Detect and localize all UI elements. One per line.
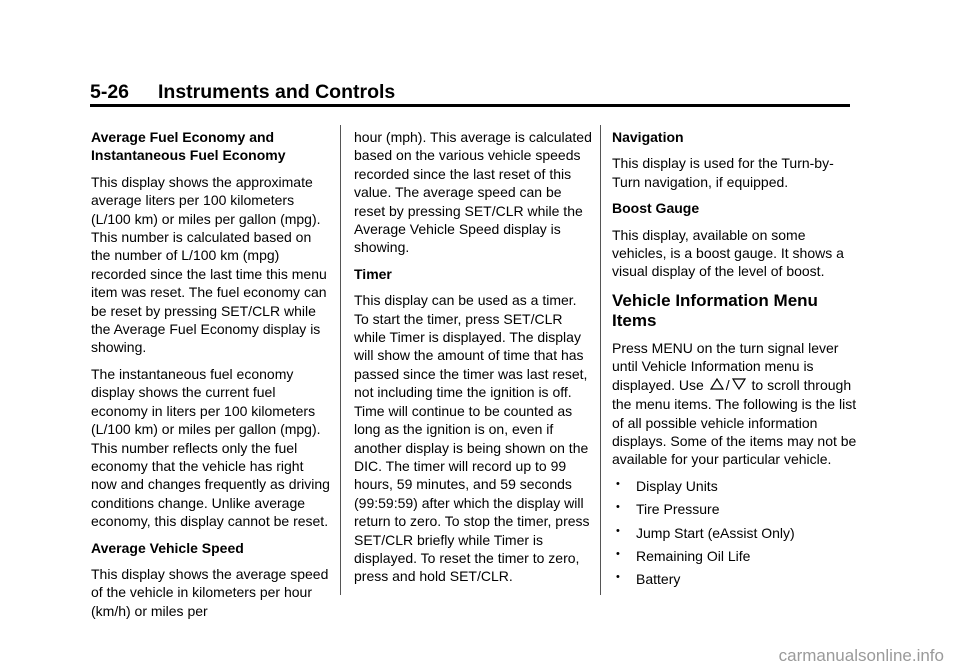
bullet-icon: • bbox=[616, 501, 620, 514]
subsection-title: Vehicle Information Menu Items bbox=[612, 290, 818, 330]
instruction-separator: / bbox=[725, 376, 730, 393]
list-item bbox=[612, 547, 857, 565]
paragraph: This display shows the approximate average liters per 100 kilometers (L/100 km) or miles per gallon (mpg). This number is calculated based on the number of L/100 km (mpg) recorded since the last time this menu item was reset. The fuel economy can be reset by pressing SET/CLR while the Average Fuel Economy display is showing. bbox=[91, 173, 327, 356]
heading-navigation: Navigation bbox=[612, 129, 684, 145]
bullet-icon: • bbox=[616, 548, 620, 560]
bullet-icon: • bbox=[616, 477, 620, 490]
page-number: 5-26 bbox=[90, 81, 130, 103]
paragraph: This display can be used as a timer. To start the timer, press SET/CLR while Timer is displayed. The display will show the amount of time that has passed since the timer was last reset, not including time the ignition is off. Time will continue to be counted as long as the ignition is on, even if another display is being shown on the DIC. The timer will record up to 99 hours, 59 minutes, and 59 seconds (99:59:59) after which the display will return to zero. To stop the timer, press SET/CLR briefly while Timer is displayed. To reset the timer to zero, press and hold SET/CLR. bbox=[354, 292, 590, 585]
column-1 bbox=[91, 128, 331, 628]
list-item bbox=[612, 477, 857, 495]
list-item-label: Battery bbox=[636, 571, 681, 588]
paragraph-menu-instructions bbox=[612, 339, 857, 469]
column-2 bbox=[354, 128, 594, 594]
scroll-down-arrow-icon bbox=[732, 377, 746, 395]
list-item-label: Tire Pressure bbox=[636, 501, 720, 518]
instruction-text-start: Press MENU on the turn signal lever until Vehicle Information menu is displayed. Use bbox=[612, 339, 839, 393]
scroll-up-arrow-icon bbox=[710, 377, 724, 395]
list-item-label: Jump Start (eAssist Only) bbox=[636, 524, 795, 541]
column-divider bbox=[600, 125, 601, 595]
paragraph: This display, available on some vehicles, is a boost gauge. It shows a visual display of the level of boost. bbox=[612, 226, 844, 280]
vehicle-info-list bbox=[612, 477, 857, 589]
paragraph: The instantaneous fuel economy display shows the current fuel economy in liters per 100 kilometers (L/100 km) or miles per gallon (mpg). This number reflects only the fuel economy that the vehicle has right now and changes frequently as driving conditions change. Unlike average economy, this display cannot be reset. bbox=[91, 365, 330, 530]
page-header bbox=[90, 81, 850, 107]
list-item-label: Remaining Oil Life bbox=[636, 548, 751, 564]
section-title: Instruments and Controls bbox=[158, 81, 396, 103]
heading-average-vehicle-speed: Average Vehicle Speed bbox=[91, 539, 244, 556]
column-divider bbox=[340, 125, 341, 595]
heading-timer: Timer bbox=[354, 265, 392, 282]
watermark: carmanualsonline.info bbox=[778, 646, 944, 665]
column-3 bbox=[612, 128, 857, 594]
paragraph: hour (mph). This average is calculated based on the various vehicle speeds recorded since the last reset of this value. The average speed can be reset by pressing SET/CLR while the Average Vehicle Speed display is showing. bbox=[354, 129, 592, 256]
bullet-icon: • bbox=[616, 571, 620, 584]
list-item bbox=[612, 500, 857, 518]
bullet-icon: • bbox=[616, 524, 620, 537]
instruction-text-end: to scroll through the menu items. The following is the list of all possible vehicle information displays. Some of the items may not be available for your particular vehicle. bbox=[612, 376, 857, 468]
heading-boost-gauge: Boost Gauge bbox=[612, 200, 700, 217]
paragraph: This display shows the average speed of the vehicle in kilometers per hour (km/h) or miles per bbox=[91, 565, 329, 619]
list-item bbox=[612, 570, 857, 588]
paragraph: This display is used for the Turn-by-Turn navigation, if equipped. bbox=[612, 155, 834, 190]
heading-fuel-economy: Average Fuel Economy and Instantaneous Fuel Economy bbox=[91, 129, 286, 164]
list-item bbox=[612, 524, 857, 542]
list-item-label: Display Units bbox=[636, 477, 718, 494]
